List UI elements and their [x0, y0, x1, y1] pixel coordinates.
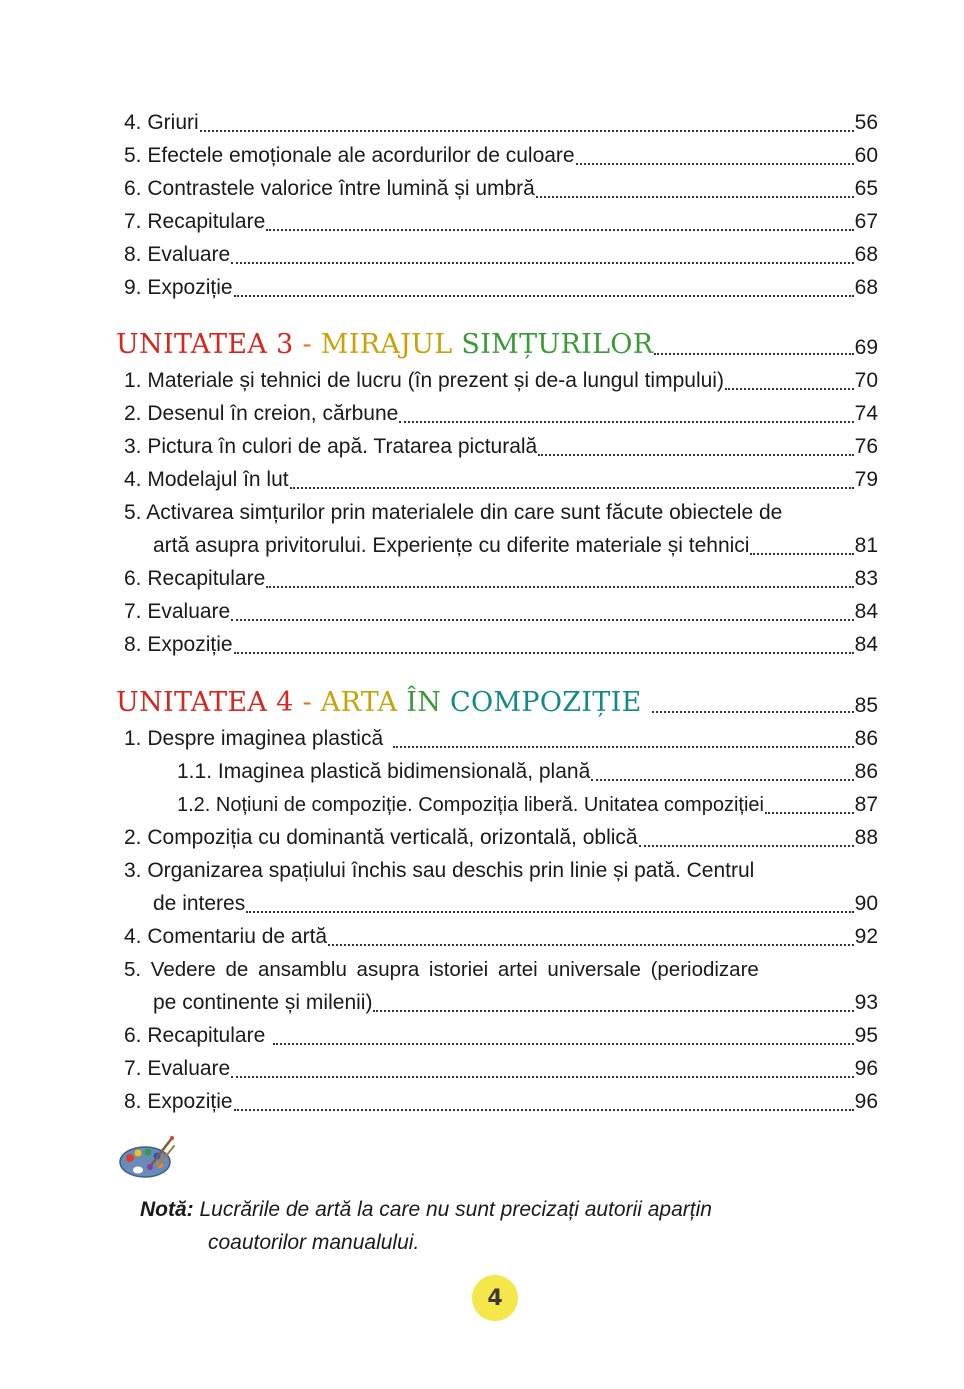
toc-entry[interactable] [124, 1089, 878, 1115]
toc-entry[interactable] [124, 275, 878, 301]
toc-subentry[interactable] [177, 792, 878, 818]
toc-entry-page: 96 [854, 1057, 878, 1080]
dot-leader [290, 487, 854, 489]
dot-leader [234, 295, 854, 297]
dot-leader [273, 1043, 853, 1045]
toc-entry-title: 8. Expoziție [124, 633, 233, 656]
toc-entry[interactable] [124, 143, 878, 169]
dot-leader [234, 1109, 854, 1111]
toc-entry-page: 84 [854, 633, 878, 656]
unit-4-page: 85 [854, 694, 878, 717]
toc-entry-page: 67 [854, 210, 878, 233]
toc-entry-title: 1. Despre imaginea plastică [124, 727, 384, 750]
dot-leader [393, 746, 854, 748]
toc-entry-page: 56 [854, 111, 878, 134]
dot-leader [234, 652, 854, 654]
toc-entry-page: 86 [854, 727, 878, 750]
toc-entry-title: 8. Expoziție [124, 1090, 233, 1113]
toc-entry-title: 6. Recapitulare [124, 1024, 266, 1047]
toc-entry-title: 9. Expoziție [124, 276, 233, 299]
toc-entry[interactable] [153, 891, 878, 917]
toc-entry-page: 86 [854, 760, 878, 783]
dot-leader [725, 388, 854, 390]
dot-leader [328, 944, 854, 946]
toc-entry-page: 81 [854, 534, 878, 557]
dot-leader [536, 196, 854, 198]
toc-entry[interactable] [124, 434, 878, 460]
dot-leader [652, 711, 854, 713]
dot-leader [373, 1010, 853, 1012]
dot-leader [266, 229, 853, 231]
toc-entry[interactable] [124, 176, 878, 202]
toc-entry[interactable] [124, 566, 878, 592]
toc-entry-page: 74 [854, 402, 878, 425]
toc-entry[interactable] [124, 209, 878, 235]
toc-subentry[interactable] [177, 759, 878, 785]
toc-entry-page: 70 [854, 369, 878, 392]
dot-leader [591, 779, 853, 781]
dot-leader [399, 421, 853, 423]
toc-entry[interactable] [153, 533, 878, 559]
toc-entry-page: 92 [854, 925, 878, 948]
toc-entry-title: 2. Desenul în creion, cărbune [124, 402, 399, 425]
unit-3-page: 69 [854, 336, 878, 359]
toc-entry-title: 4. Comentariu de artă [124, 925, 328, 948]
toc-entry-page: 96 [854, 1090, 878, 1113]
toc-entry-title: 4. Modelajul în lut [124, 468, 289, 491]
toc-entry-page: 90 [854, 892, 878, 915]
unit-4-title: UNITATEA 4 - ARTA ÎN COMPOZIȚIE [116, 687, 642, 718]
dot-leader [639, 845, 854, 847]
note-text-line2: coautorilor manualului. [208, 1231, 420, 1254]
toc-entry-title[interactable]: 5. Vedere de ansamblu asupra istoriei artei universale (periodizare [124, 958, 759, 981]
unit-4-heading[interactable] [116, 687, 878, 719]
toc-entry[interactable] [124, 110, 878, 136]
toc-entry-title: 5. Efectele emoționale ale acordurilor de culoare [124, 144, 575, 167]
toc-entry[interactable] [124, 726, 878, 752]
toc-entry-page: 93 [854, 991, 878, 1014]
dot-leader [231, 1076, 853, 1078]
page-number: 4 [487, 1285, 503, 1311]
toc-entry-page: 87 [854, 793, 878, 816]
toc-entry-title[interactable]: 5. Activarea simțurilor prin materialele din care sunt făcute obiectele de [124, 501, 783, 524]
toc-entry-title: 6. Contrastele valorice între lumină și umbră [124, 177, 535, 200]
toc-entry[interactable] [124, 1023, 878, 1049]
toc-entry-title: 4. Griuri [124, 111, 199, 134]
toc-entry-page: 79 [854, 468, 878, 491]
toc-entry-page: 83 [854, 567, 878, 590]
toc-entry[interactable] [124, 924, 878, 950]
dot-leader [765, 812, 854, 814]
toc-entry-page: 95 [854, 1024, 878, 1047]
toc-entry-title: 3. Pictura în culori de apă. Tratarea picturală [124, 435, 538, 458]
toc-entry[interactable] [124, 368, 878, 394]
dot-leader [750, 553, 853, 555]
toc-entry-page: 76 [854, 435, 878, 458]
toc-entry[interactable] [124, 401, 878, 427]
toc-entry-title: 6. Recapitulare [124, 567, 266, 590]
toc-entry-title: 7. Evaluare [124, 600, 231, 623]
dot-leader [576, 163, 854, 165]
toc-entry-page: 68 [854, 276, 878, 299]
toc-entry-title-continued: artă asupra privitorului. Experiențe cu diferite materiale și tehnici [153, 534, 750, 557]
toc-entry-page: 88 [854, 826, 878, 849]
dot-leader [246, 911, 853, 913]
note-label: Notă: [140, 1198, 194, 1221]
toc-entry-page: 68 [854, 243, 878, 266]
paint-palette-icon [118, 1134, 176, 1180]
toc-entry-title: 8. Evaluare [124, 243, 231, 266]
toc-entry-page: 65 [854, 177, 878, 200]
toc-entry[interactable] [124, 467, 878, 493]
toc-entry[interactable] [153, 990, 878, 1016]
unit-3-heading[interactable] [116, 329, 878, 361]
toc-entry-title: 1. Materiale și tehnici de lucru (în prezent și de-a lungul timpului) [124, 369, 724, 392]
dot-leader [200, 130, 854, 132]
toc-entry-title: 2. Compoziția cu dominantă verticală, orizontală, oblică [124, 826, 638, 849]
toc-entry-title[interactable]: 3. Organizarea spațiului închis sau deschis prin linie și pată. Centrul [124, 859, 755, 882]
dot-leader [538, 454, 853, 456]
toc-entry[interactable] [124, 242, 878, 268]
toc-entry-page: 60 [854, 144, 878, 167]
toc-entry-title-continued: pe continente și milenii) [153, 991, 373, 1014]
dot-leader [231, 619, 853, 621]
note [140, 1193, 712, 1259]
dot-leader [266, 586, 853, 588]
toc-entry-title: 7. Evaluare [124, 1057, 231, 1080]
unit-3-title: UNITATEA 3 - MIRAJUL SIMȚURILOR [116, 329, 654, 360]
toc-entry[interactable] [124, 599, 878, 625]
toc-entry-title: 1.1. Imaginea plastică bidimensională, plană [177, 760, 591, 783]
note-text-line1: Lucrările de artă la care nu sunt precizați autorii aparțin [193, 1198, 712, 1221]
page-number-badge [472, 1275, 518, 1321]
toc-entry-title-continued: de interes [153, 892, 246, 915]
toc-entry-title: 1.2. Noțiuni de compoziție. Compoziția liberă. Unitatea compoziției [177, 794, 764, 816]
dot-leader [654, 353, 853, 355]
toc-entry[interactable] [124, 825, 878, 851]
toc-entry[interactable] [124, 1056, 878, 1082]
toc-entry-page: 84 [854, 600, 878, 623]
toc-entry[interactable] [124, 632, 878, 658]
toc-entry-title: 7. Recapitulare [124, 210, 266, 233]
dot-leader [231, 262, 853, 264]
